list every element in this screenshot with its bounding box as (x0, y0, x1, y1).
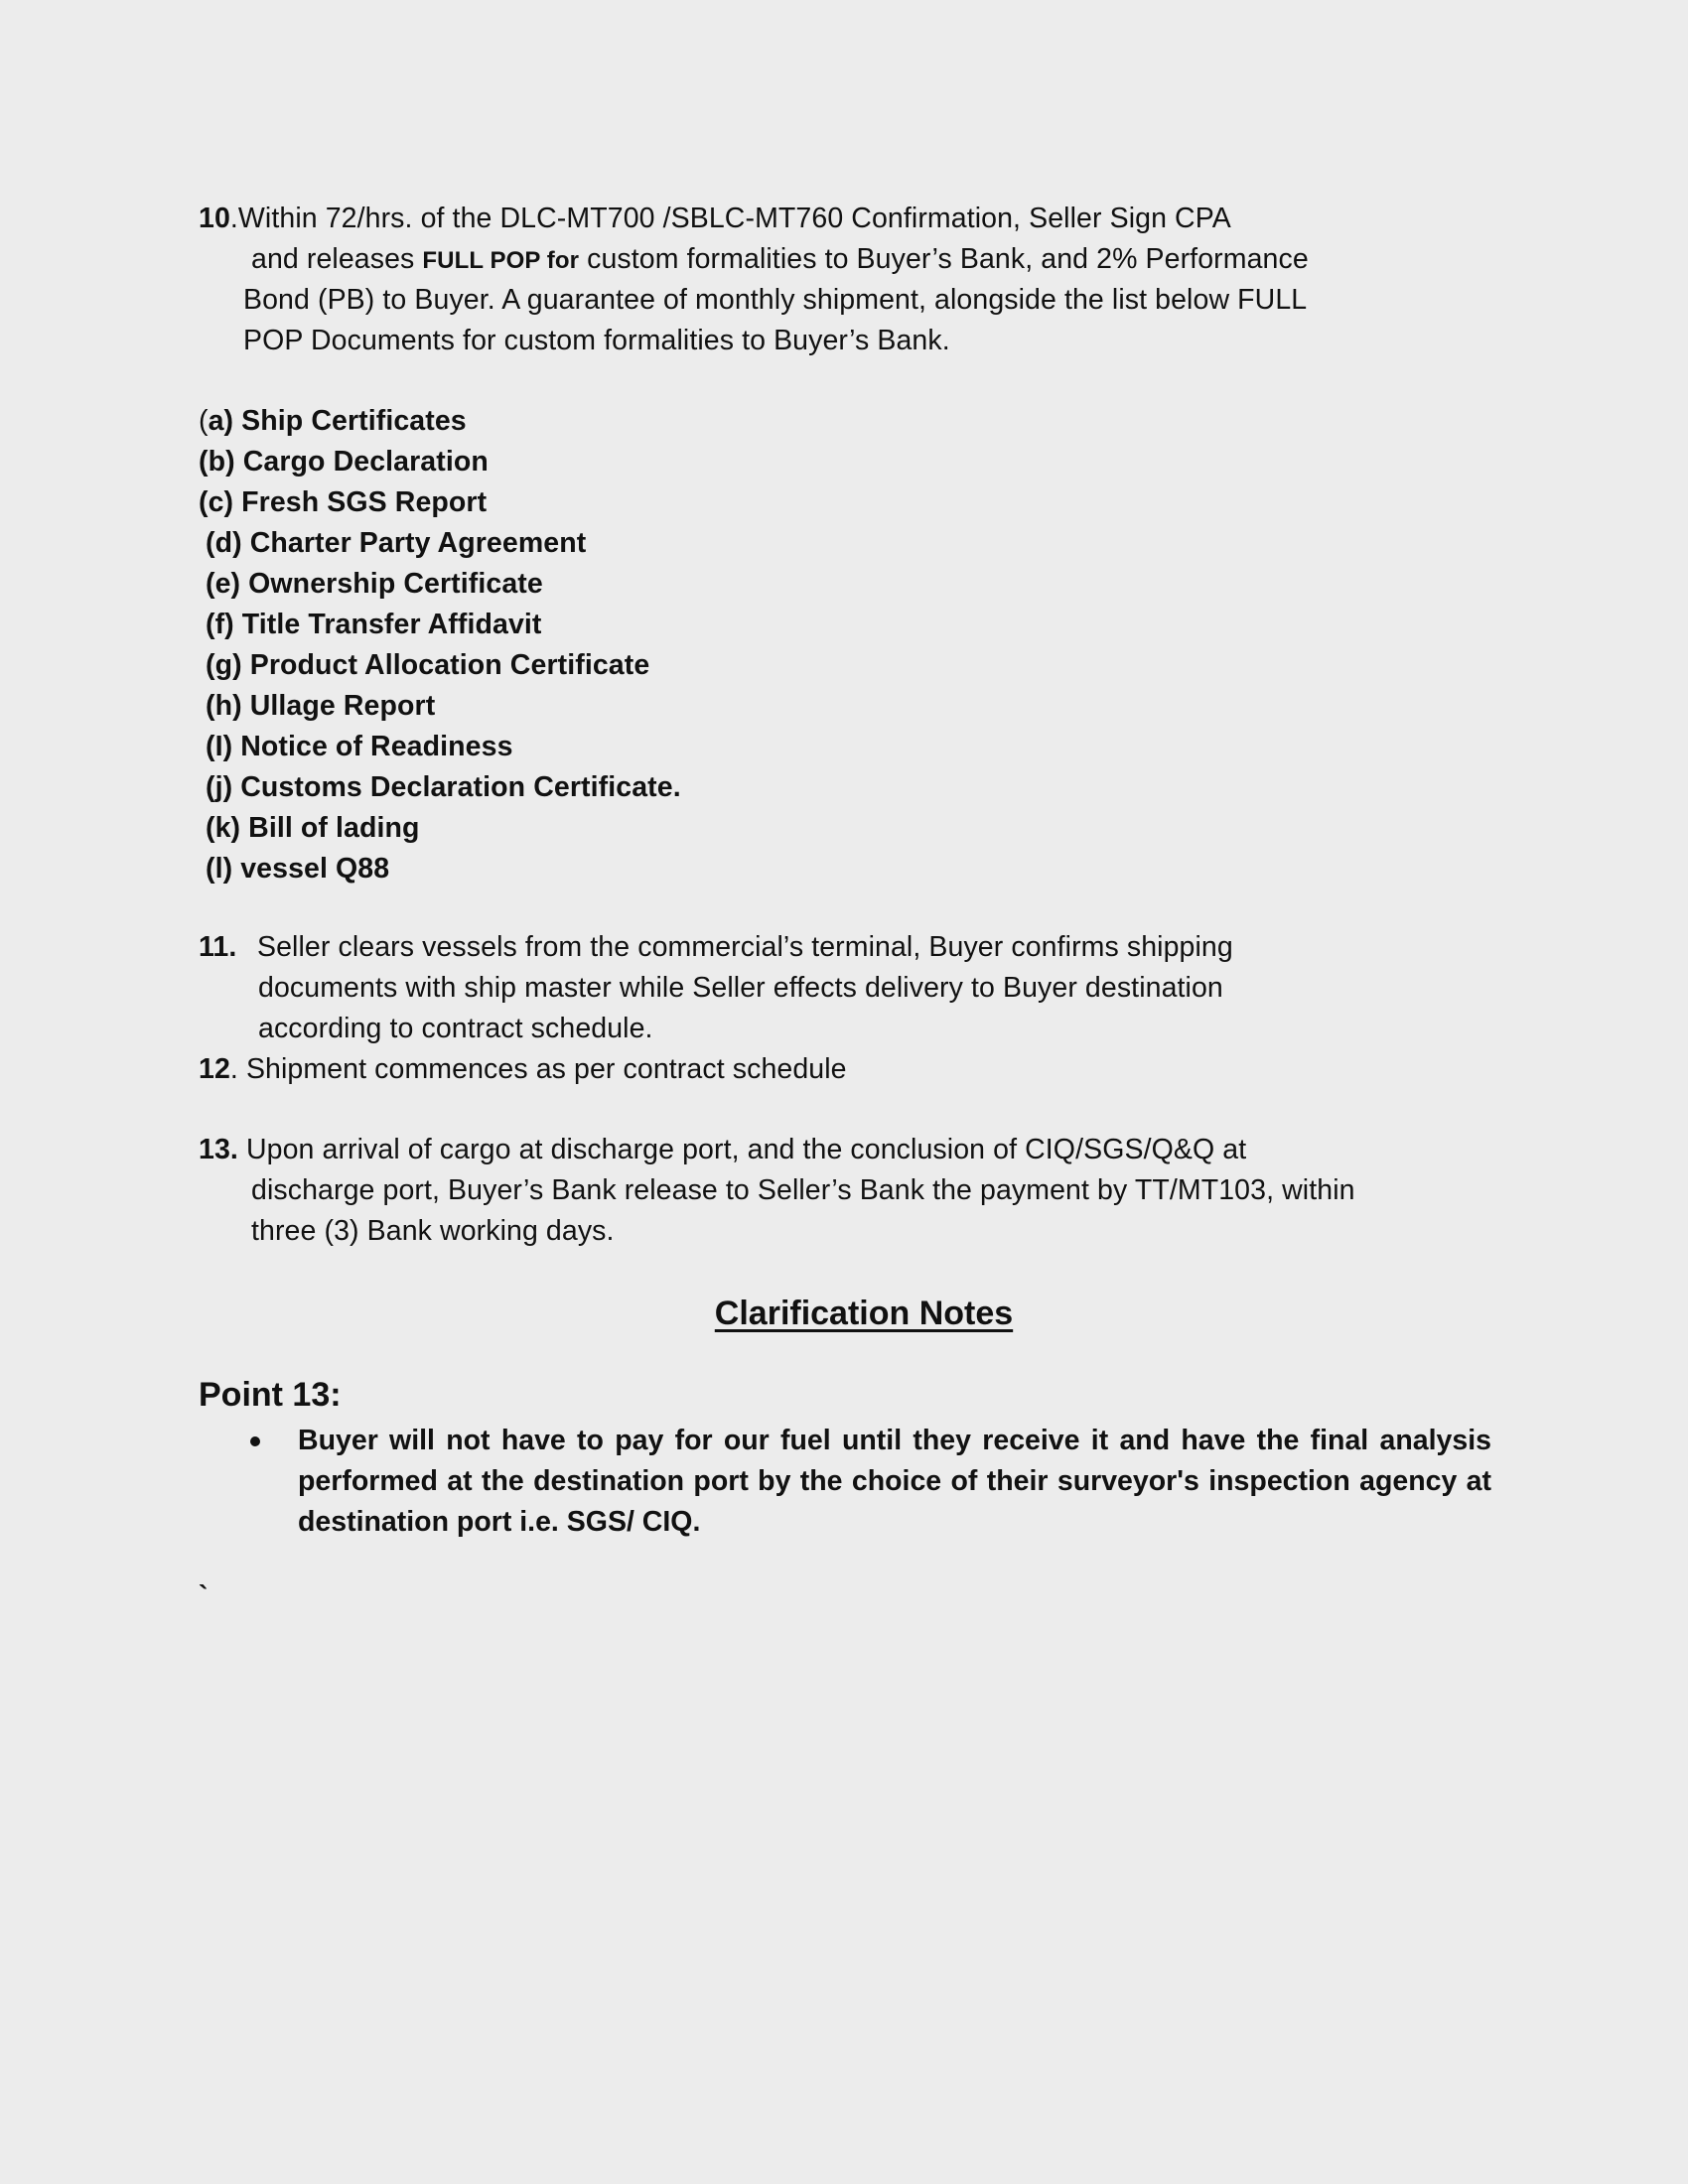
point-13-bullet-text: Buyer will not have to pay for our fuel until they receive it and have the final analysis performed at the destination port by the choice of their surveyor's inspection agency at destination port i.e. SGS/ CIQ. (298, 1425, 1491, 1538)
item-12-line: 12. Shipment commences as per contract schedule (199, 1053, 847, 1085)
item-11-number: 11. (199, 931, 237, 963)
point-13-heading: Point 13: (199, 1376, 342, 1414)
item-10-line-2: and releases FULL POP for custom formalities to Buyer’s Bank, and 2% Performance (251, 243, 1309, 275)
item-10-line-4: POP Documents for custom formalities to Buyer’s Bank. (243, 325, 950, 356)
item-11-line-3: according to contract schedule. (258, 1013, 653, 1044)
doc-list-item: (f) Title Transfer Affidavit (206, 609, 542, 640)
item-13-number: 13. (199, 1134, 238, 1165)
doc-list-item: (I) Notice of Readiness (206, 731, 513, 762)
item-13-line-1: 13. Upon arrival of cargo at discharge port, and the conclusion of CIQ/SGS/Q&Q at (199, 1134, 1247, 1165)
item-11-line-1: Seller clears vessels from the commercial’s terminal, Buyer confirms shipping (257, 931, 1233, 963)
doc-list-item: (j) Customs Declaration Certificate. (206, 771, 681, 803)
doc-list-item: (c) Fresh SGS Report (199, 486, 488, 518)
doc-list-item: (e) Ownership Certificate (206, 568, 543, 600)
item-13-line-3: three (3) Bank working days. (251, 1215, 615, 1247)
item-13-line-2: discharge port, Buyer’s Bank release to Seller’s Bank the payment by TT/MT103, within (251, 1174, 1355, 1206)
item-10-number: 10 (199, 203, 230, 234)
bullet-icon (250, 1436, 260, 1446)
doc-list-item: (g) Product Allocation Certificate (206, 649, 650, 681)
doc-list-item: (d) Charter Party Agreement (206, 527, 587, 559)
doc-list-item: (l) vessel Q88 (206, 853, 390, 885)
item-11-line-2: documents with ship master while Seller effects delivery to Buyer destination (258, 972, 1223, 1004)
item-10-line-3: Bond (PB) to Buyer. A guarantee of monthly shipment, alongside the list below FULL (243, 284, 1308, 316)
doc-list-item: (k) Bill of lading (206, 812, 420, 844)
stray-backtick: ` (199, 1580, 209, 1612)
item-12-number: 12 (199, 1053, 230, 1085)
item-10-line-1: 10.Within 72/hrs. of the DLC-MT700 /SBLC-MT760 Confirmation, Seller Sign CPA (199, 203, 1231, 234)
doc-list-item: (h) Ullage Report (206, 690, 436, 722)
doc-list-item: (a) Ship Certificates (199, 405, 467, 437)
doc-list-item: (b) Cargo Declaration (199, 446, 489, 478)
clarification-notes-title: Clarification Notes (714, 1295, 1014, 1332)
